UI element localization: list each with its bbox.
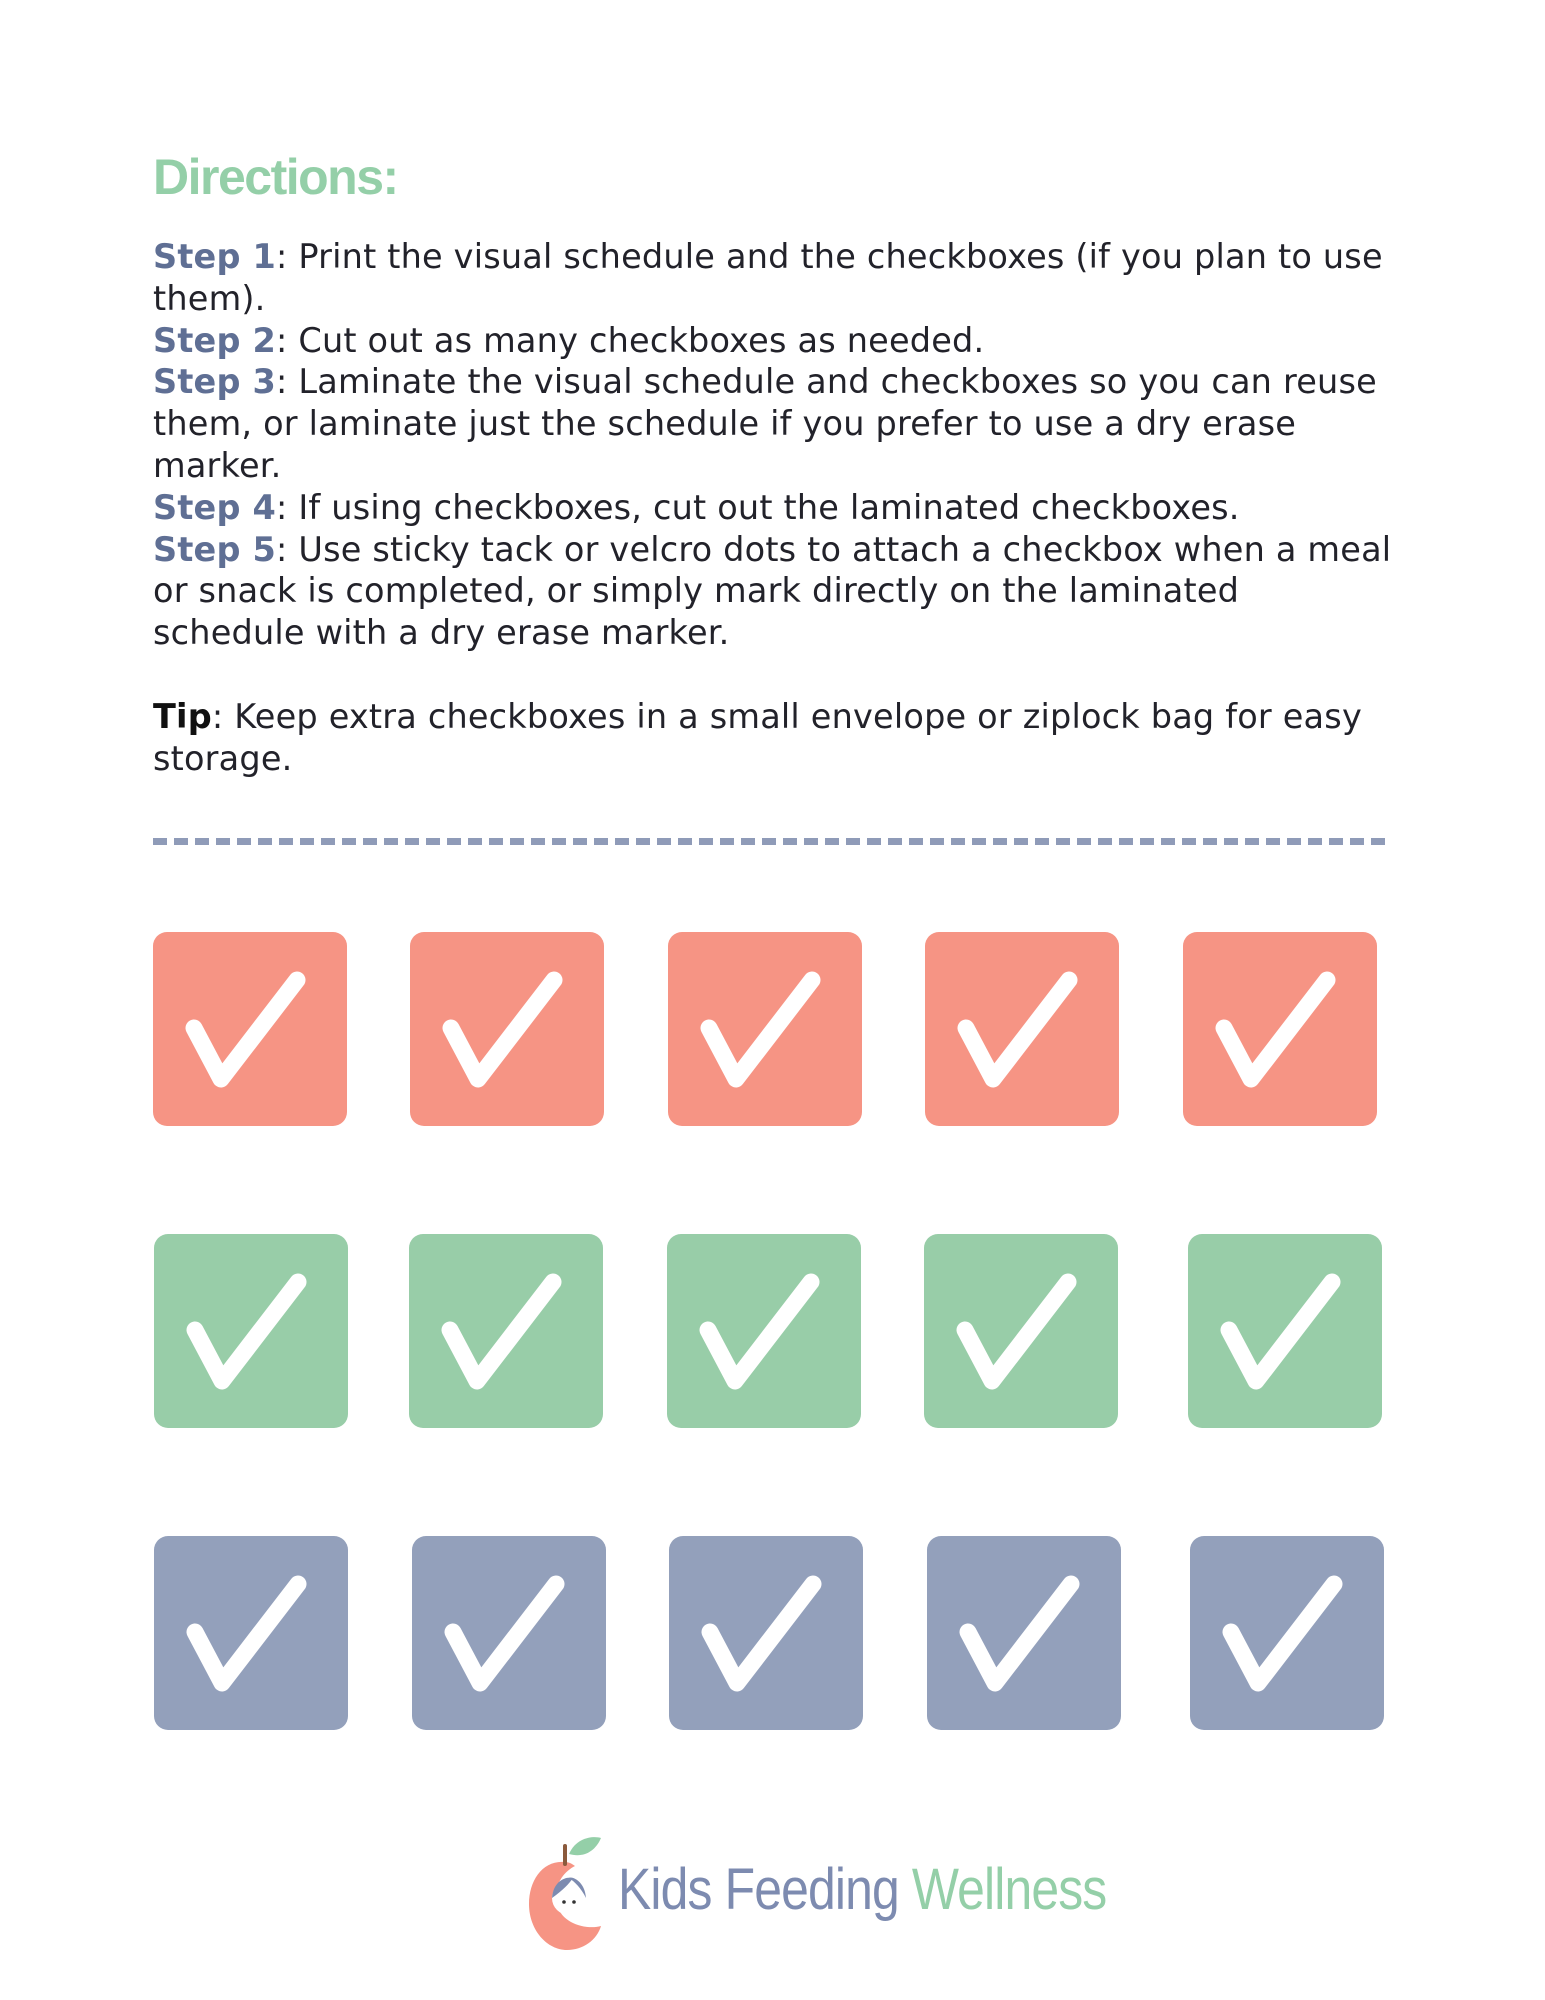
checkmark-icon: [412, 1536, 606, 1730]
tip-text: : Keep extra checkboxes in a small envelope or ziplock bag for easy storage.: [153, 696, 1362, 778]
checkbox-card: [1183, 932, 1377, 1126]
checkbox-card: [412, 1536, 606, 1730]
step-label: Step 4: [153, 487, 277, 527]
step-1: [153, 236, 1393, 320]
step-4: [153, 487, 1393, 529]
checkmark-icon: [925, 932, 1119, 1126]
checkbox-card: [153, 932, 347, 1126]
checkmark-icon: [154, 1234, 348, 1428]
checkmark-icon: [154, 1536, 348, 1730]
cut-line-divider: [153, 838, 1385, 845]
step-3: [153, 361, 1393, 486]
brand-name: [618, 1856, 1106, 1923]
checkbox-card: [669, 1536, 863, 1730]
brand-footer: [525, 1832, 1107, 1957]
step-label: Step 1: [153, 237, 277, 276]
checkmark-icon: [667, 1234, 861, 1428]
checkbox-card: [409, 1234, 603, 1428]
checkbox-card: [667, 1234, 861, 1428]
checkbox-card: [154, 1234, 348, 1428]
checkmark-icon: [924, 1234, 1118, 1428]
checkmark-icon: [410, 932, 604, 1126]
step-label: Step 3: [153, 362, 277, 402]
step-5: [153, 529, 1393, 654]
checkmark-icon: [927, 1536, 1121, 1730]
checkbox-card: [154, 1536, 348, 1730]
checkbox-card: [927, 1536, 1121, 1730]
checkmark-icon: [1188, 1234, 1382, 1428]
checkbox-card: [1190, 1536, 1384, 1730]
checkbox-card: [1188, 1234, 1382, 1428]
step-text: : Cut out as many checkboxes as needed.: [276, 320, 985, 360]
checkmark-icon: [153, 932, 347, 1126]
brand-name-part2: Wellness: [911, 1857, 1107, 1922]
checkmark-icon: [668, 932, 862, 1126]
step-text: : Use sticky tack or velcro dots to attach a checkbox when a meal or snack is completed, or simply mark directly on the laminated schedule with a dry erase marker.: [153, 529, 1392, 653]
checkmark-icon: [1183, 932, 1377, 1126]
checkbox-card: [410, 932, 604, 1126]
directions-list: [153, 236, 1393, 779]
step-text: : Laminate the visual schedule and checkboxes so you can reuse them, or laminate just the schedule if you prefer to use a dry erase marker.: [153, 362, 1377, 485]
directions-title: Directions:: [153, 149, 398, 205]
brand-name-part1: Kids Feeding: [618, 1857, 912, 1922]
step-text: : If using checkboxes, cut out the laminated checkboxes.: [276, 487, 1240, 527]
checkmark-icon: [669, 1536, 863, 1730]
tip: [153, 696, 1393, 780]
apple-logo-icon: [525, 1832, 605, 1957]
step-2: [153, 320, 1393, 362]
checkmark-icon: [1190, 1536, 1384, 1730]
step-text: : Print the visual schedule and the checkboxes (if you plan to use them).: [153, 237, 1383, 318]
step-label: Step 2: [153, 320, 277, 360]
checkbox-card: [668, 932, 862, 1126]
checkmark-icon: [409, 1234, 603, 1428]
checkbox-card: [925, 932, 1119, 1126]
tip-label: Tip: [153, 696, 212, 736]
checkbox-card: [924, 1234, 1118, 1428]
step-label: Step 5: [153, 529, 277, 569]
